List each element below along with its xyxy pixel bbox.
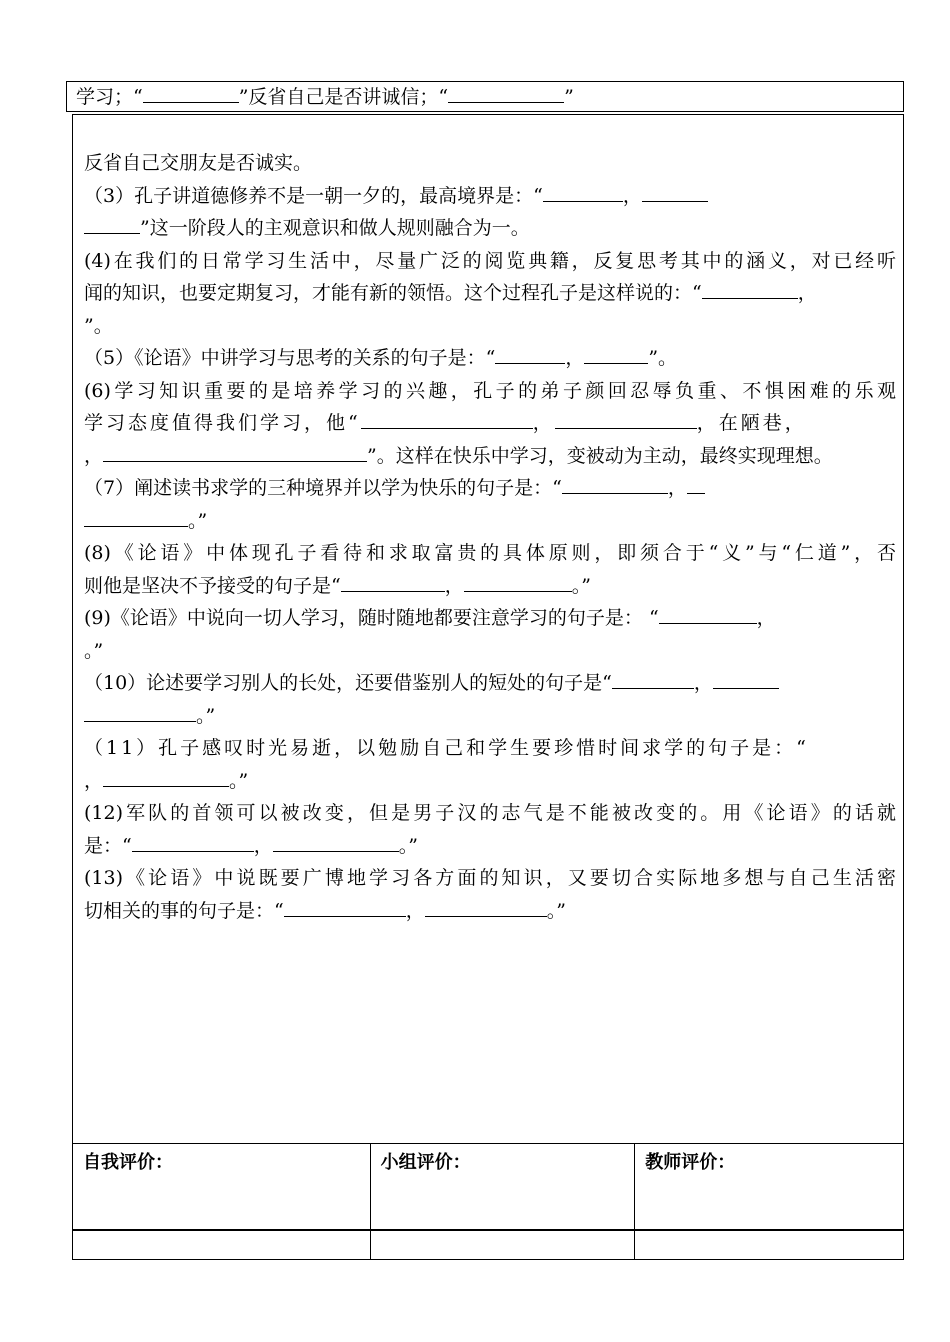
fill-blank[interactable] (361, 410, 533, 429)
fill-blank[interactable] (143, 84, 239, 103)
fill-blank[interactable] (713, 670, 779, 689)
line-1: 反省自己交朋友是否诚实。 (84, 152, 313, 174)
question-6-line-2: 学习态度值得我们学习，他“ ， ，在陋巷， (84, 412, 807, 434)
question-13-line-1: (13)《论语》中说既要广博地学习各方面的知识，又要切合实际地多想与自己生活密 (84, 867, 896, 889)
question-13-line-2: 切相关的事的句子是：“ ， 。” (84, 899, 566, 922)
question-4-line-1: (4)在我们的日常学习生活中，尽量广泛的阅览典籍，反复思考其中的涵义，对已经听 (84, 249, 896, 272)
question-3-line-2: ”这一阶段人的主观意识和做人规则融合为一。 (84, 212, 896, 245)
fill-blank[interactable] (103, 768, 229, 787)
fill-blank[interactable] (687, 475, 705, 494)
question-7-line-1: （7）阐述读书求学的三种境界并以学为快乐的句子是：“ ， (84, 472, 896, 505)
fill-blank[interactable] (132, 833, 254, 852)
evaluation-blank-row (73, 1230, 904, 1260)
group-evaluation-cell[interactable]: 小组评价： (370, 1144, 635, 1230)
evaluation-table (72, 1143, 904, 1260)
question-11-line-2: ， 。” (84, 769, 249, 792)
question-4-line-2: 闻的知识，也要定期复习，才能有新的领悟。这个过程孔子是这样说的：“ ， (84, 282, 817, 304)
fill-blank[interactable] (103, 443, 367, 462)
fill-blank[interactable] (555, 410, 697, 429)
fill-blank[interactable] (448, 84, 564, 103)
text-segment: ” (564, 86, 574, 108)
question-9-line-1: (9)《论语》中说向一切人学习，随时随地都要注意学习的句子是： “ ， (84, 607, 776, 629)
fill-blank[interactable] (584, 345, 648, 364)
empty-cell[interactable] (370, 1230, 635, 1260)
fill-blank[interactable] (642, 183, 708, 202)
teacher-evaluation-cell[interactable]: 教师评价： (635, 1144, 904, 1230)
question-7-line-2: 。” (84, 505, 896, 538)
question-6-line-1: (6)学习知识重要的是培养学习的兴趣，孔子的弟子颜回忍辱负重、不惧困难的乐观 (84, 379, 896, 402)
question-3-line-1: （3）孔子讲道德修养不是一朝一夕的，最高境界是：“ ， (84, 180, 896, 213)
fill-blank[interactable] (284, 898, 406, 917)
question-8-line-1: (8)《论语》中体现孔子看待和求取富贵的具体原则，即须合于“义”与“仁道”，否 (84, 542, 896, 564)
question-10-line-1: （10）论述要学习别人的长处，还要借鉴别人的短处的句子是“ ， (84, 667, 896, 700)
text-segment: 学习；“ (76, 86, 143, 108)
question-11-line-1: （11）孔子感叹时光易逝，以勉励自己和学生要珍惜时间求学的句子是：“ (84, 737, 809, 759)
fill-blank[interactable] (84, 508, 188, 527)
text-segment: ”反省自己是否讲诚信；“ (238, 86, 449, 108)
empty-cell[interactable] (635, 1230, 904, 1260)
fill-blank[interactable] (702, 280, 798, 299)
fill-blank[interactable] (84, 703, 196, 722)
question-list (84, 147, 896, 927)
question-9-line-2: 。” (84, 639, 104, 662)
fill-blank[interactable] (612, 670, 694, 689)
empty-cell[interactable] (73, 1230, 371, 1260)
question-4-line-3: ”。 (84, 314, 113, 337)
fill-blank[interactable] (273, 833, 399, 852)
fill-blank[interactable] (495, 345, 565, 364)
fill-blank[interactable] (543, 183, 623, 202)
question-12-line-2: 是：“ ， 。” (84, 834, 418, 857)
fill-blank[interactable] (464, 573, 572, 592)
fill-blank[interactable] (562, 475, 668, 494)
question-5: （5）《论语》中讲学习与思考的关系的句子是：“ ， ”。 (84, 347, 678, 369)
question-8-line-2: 则他是坚决不予接受的句子是“ ， 。” (84, 574, 591, 597)
fill-blank[interactable] (659, 605, 757, 624)
question-10-line-2: 。” (84, 700, 896, 733)
evaluation-header-row (73, 1144, 904, 1230)
question-6-line-3: ， ”。这样在快乐中学习，变被动为主动，最终实现理想。 (84, 444, 833, 467)
self-evaluation-cell[interactable]: 自我评价： (73, 1144, 371, 1230)
fill-blank[interactable] (341, 573, 445, 592)
fill-blank[interactable] (425, 898, 547, 917)
fill-blank[interactable] (84, 215, 140, 234)
top-row-text (76, 84, 574, 110)
question-12-line-1: (12)军队的首领可以被改变，但是男子汉的志气是不能被改变的。用《论语》的话就 (84, 802, 896, 824)
